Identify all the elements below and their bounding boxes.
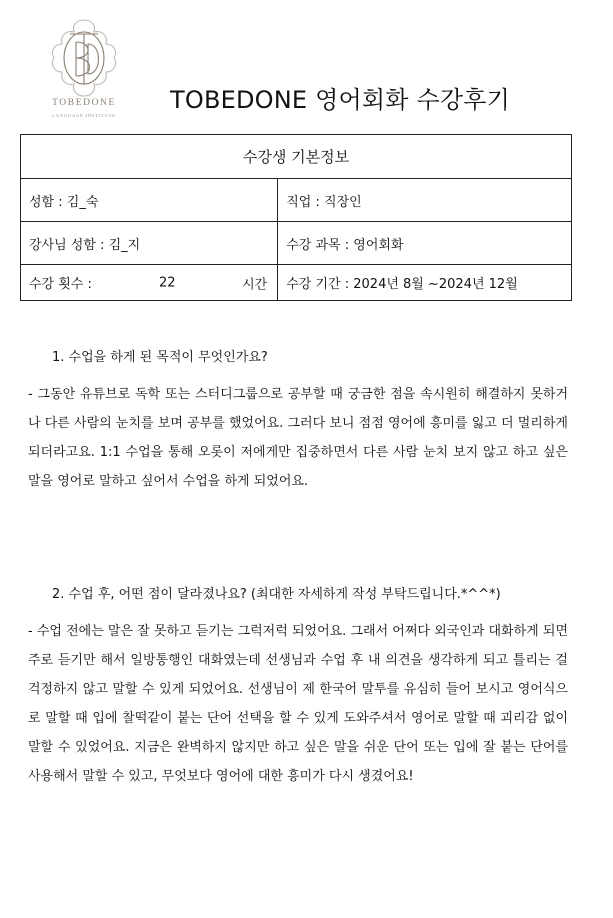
course-cell: 수강 과목 : 영어회화 <box>278 222 572 265</box>
table-header: 수강생 기본정보 <box>21 135 572 179</box>
student-info-table <box>20 134 572 301</box>
logo <box>36 14 132 126</box>
teacher-name-cell: 강사님 성함 : 김_지 <box>21 222 278 265</box>
logo-subtitle: LANGUAGE INSTITUTE <box>52 113 116 118</box>
lesson-count-label: 수강 횟수 : <box>29 277 92 292</box>
question-1: 1. 수업을 하게 된 목적이 무엇인가요? <box>52 350 268 365</box>
lesson-count-unit: 시간 <box>242 277 268 292</box>
logo-name: TOBEDONE <box>52 98 116 108</box>
tbd-monogram-icon <box>36 14 132 98</box>
lesson-count-value: 22 <box>159 275 176 290</box>
question-2: 2. 수업 후, 어떤 점이 달라졌나요? (최대한 자세하게 작성 부탁드립니다.*^^*) <box>52 587 501 602</box>
document-title: TOBEDONE 영어회화 수강후기 <box>170 86 510 114</box>
answer-1: - 그동안 유튜브로 독학 또는 스터디그룹으로 공부할 때 궁금한 점을 속시원히 해결하지 못하거나 다른 사람의 눈치를 보며 공부를 했었어요. 그러다 보니 점점 영어에 흥미를 잃고 더 멀리하게 되더라고요. 1:1 수업을 통해 오롯이 저에게만 집중하면서 다른 사람 눈치 보지 않고 하고 싶은 말을 영어로 말하고 싶어서 수업을 하게 되었어요. <box>28 387 568 489</box>
student-name-cell: 성함 : 김_숙 <box>21 179 278 222</box>
course-period-cell: 수강 기간 : 2024년 8월 ~2024년 12월 <box>278 265 572 301</box>
job-cell: 직업 : 직장인 <box>278 179 572 222</box>
lesson-count-cell <box>21 265 278 301</box>
answer-2: - 수업 전에는 말은 잘 못하고 듣기는 그럭저럭 되었어요. 그래서 어쩌다 외국인과 대화하게 되면 주로 듣기만 해서 일방통행인 대화였는데 선생님과 수업 후 내 의견을 생각하게 되고 틀리는 걸 걱정하지 않고 말할 수 있게 되었어요. 선생님이 제 한국어 말투를 유심히 들어 보시고 영어식으로 말할 때 입에 찰떡같이 붙는 단어 선택을 할 수 있게 도와주셔서 영어로 말할 때 괴리감 없이 말할 수 있었어요. 지금은 완벽하지 않지만 하고 싶은 말을 쉬운 단어 또는 입에 잘 붙는 단어를 사용해서 말할 수 있고, 무엇보다 영어에 대한 흥미가 다시 생겼어요! <box>28 624 568 784</box>
